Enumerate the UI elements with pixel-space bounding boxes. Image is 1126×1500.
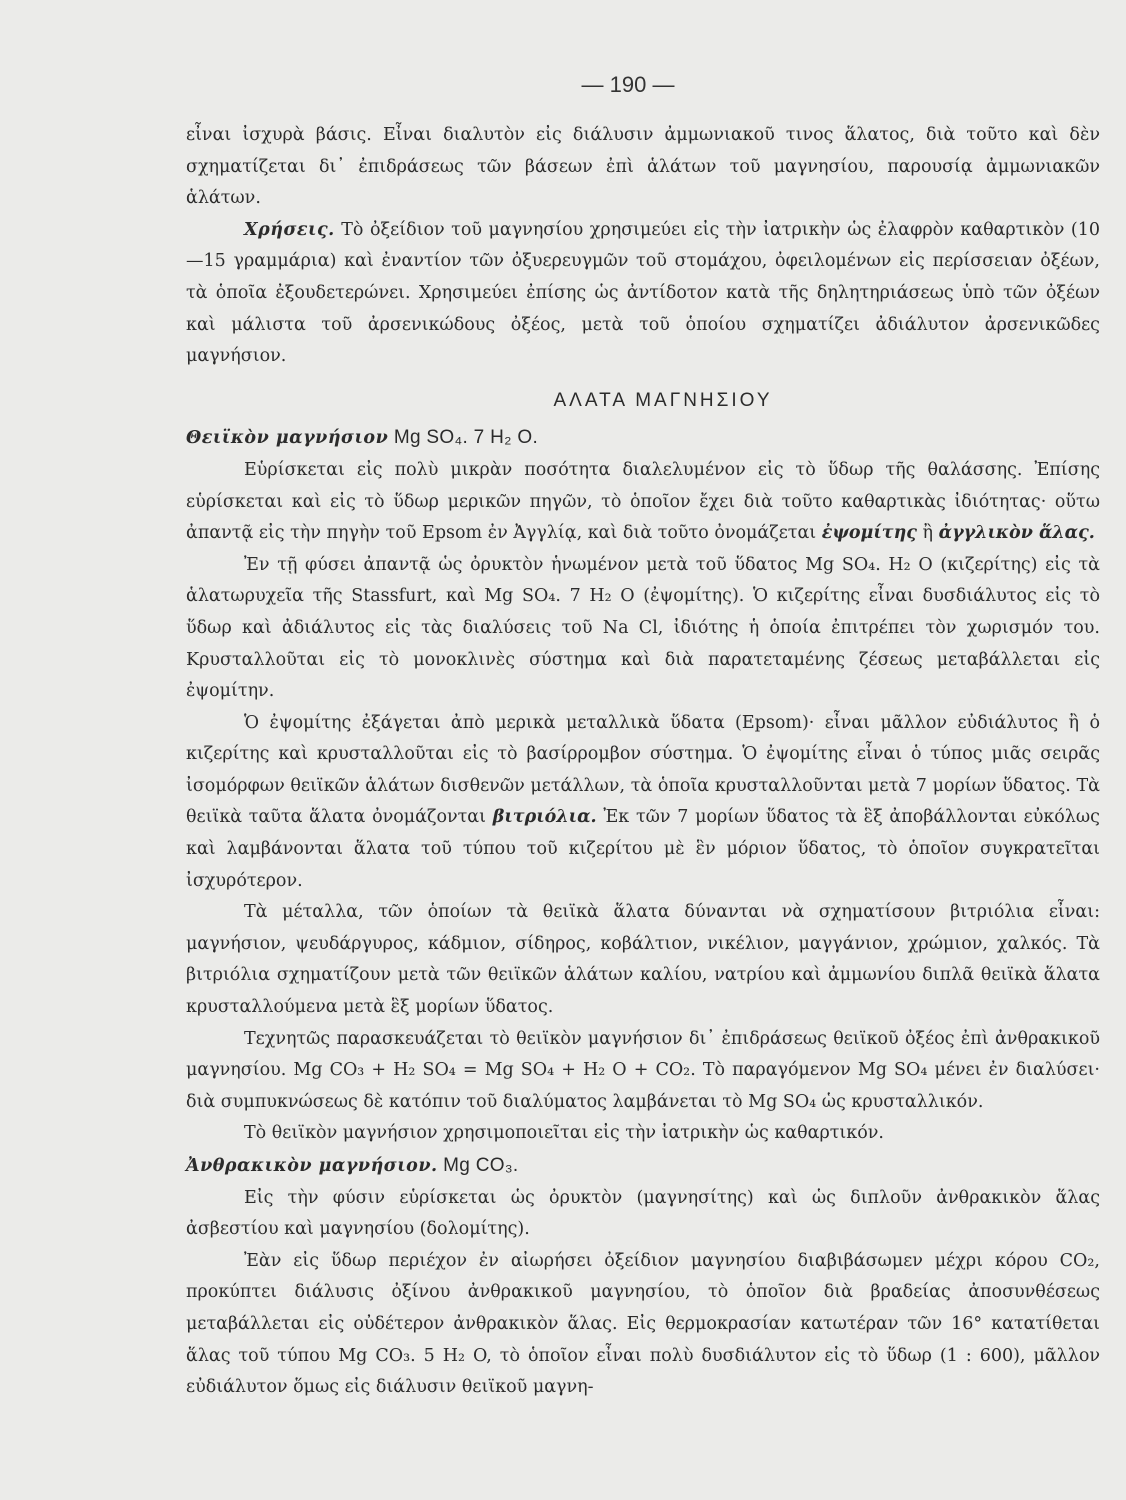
intro-paragraph: εἶναι ἰσχυρὰ βάσις. Εἶναι διαλυτὸν εἰς διάλυσιν ἀμμωνιακοῦ τινος ἅλατος, διὰ τοῦτο καὶ δὲν σχηματίζεται δι᾽ ἐπιδράσεως τῶν βάσεων ἐπὶ ἁλάτων τοῦ μαγνησίου, παρουσίᾳ ἀμμωνιακῶν ἁλάτων. bbox=[186, 125, 1100, 209]
carbonate-formula: Mg CO₃. bbox=[443, 1155, 519, 1176]
term-epsomite: ἐψομίτης bbox=[821, 523, 917, 544]
sulfate-paragraph-2: Ἐν τῇ φύσει ἀπαντᾷ ὡς ὀρυκτὸν ἡνωμένον μετὰ τοῦ ὕδατος Mg SO₄. H₂ O (κιζερίτης) εἰς τὰ ἁλατωρυχεῖα τῆς Stassfurt, καὶ Mg SO₄. 7 H₂ O (ἐψομίτης). Ὁ κιζερίτης εἶναι δυσδιάλυτος εἰς τὸ ὕδωρ καὶ ἀδιάλυτος εἰς τὰς διαλύσεις τοῦ Na Cl, ἰδιότης ἡ ὁποία ἐπιτρέπει τὸν χωρισμόν του. Κρυσταλλοῦται εἰς τὸ μονοκλινὲς σύστημα καὶ διὰ παρατεταμένης ζέσεως μεταβάλλεται εἰς ἐψομίτην. bbox=[186, 554, 1100, 702]
intro-block bbox=[186, 120, 1100, 1404]
sulfate-paragraph-5: Τεχνητῶς παρασκευάζεται τὸ θειϊκὸν μαγνήσιον δι᾽ ἐπιδράσεως θειϊκοῦ ὀξέος ἐπὶ ἀνθρακικοῦ μαγνησίου. Mg CO₃ + H₂ SO₄ = Mg SO₄ + H₂ O + CO₂. Τὸ παραγόμενον Mg SO₄ μένει ἐν διαλύσει· διὰ συμπυκνώσεως δὲ κατόπιν τοῦ διαλύματος λαμβάνεται τὸ Mg SO₄ ὡς κρυσταλλικόν. bbox=[186, 1028, 1100, 1112]
sulfate-paragraph-3 bbox=[186, 708, 1100, 898]
uses-text: Τὸ ὀξείδιον τοῦ μαγνησίου χρησιμεύει εἰς τὴν ἰατρικὴν ὡς ἐλαφρὸν καθαρτικὸν (10—15 γραμμάρια) καὶ ἐναντίον τῶν ὀξυερευγμῶν τοῦ στομάχου, ὀφειλομένων εἰς περίσσειαν ὀξέων, τὰ ὁποῖα ἐξουδετερώνει. Χρησιμεύει ἐπίσης ὡς ἀντίδοτον κατὰ τῆς δηλητηριάσεως ὑπὸ τῶν ὀξέων καὶ μάλιστα τοῦ ἀρσενικώδους ὀξέος, μετὰ τοῦ ὁποίου σχηματίζει ἀδιάλυτον ἀρσενικῶδες μαγνήσιον. bbox=[186, 219, 1100, 367]
uses-heading: Χρήσεις. bbox=[244, 219, 335, 240]
sulfate-paragraph-4: Τὰ μέταλλα, τῶν ὁποίων τὰ θειϊκὰ ἅλατα δύνανται νὰ σχηματίσουν βιτριόλια εἶναι: μαγνήσιον, ψευδάργυρος, κάδμιον, σίδηρος, κοβάλτιον, νικέλιον, μαγγάνιον, χρώμιον, χαλκός. Τὰ βιτριόλια σχηματίζουν μετὰ τῶν θειϊκῶν ἁλάτων καλίου, νατρίου καὶ ἀμμωνίου διπλᾶ θειϊκὰ ἅλατα κρυσταλλούμενα μετὰ ἓξ μορίων ὕδατος. bbox=[186, 902, 1100, 1018]
sulfate-title: Θειϊκὸν μαγνήσιον bbox=[186, 428, 389, 449]
sulfate-p1-or: ἢ bbox=[922, 523, 934, 544]
section-title: ΑΛΑΤΑ ΜΑΓΝΗΣΙΟΥ bbox=[553, 389, 773, 411]
sulfate-heading bbox=[186, 422, 1100, 455]
sulfate-p3-text-a: Ὁ ἐψομίτης ἐξάγεται ἀπὸ μερικὰ μεταλλικὰ ὕδατα (Epsom)· εἶναι μᾶλλον εὐδιάλυτος ἢ ὁ κιζερίτης καὶ κρυσταλλοῦται εἰς τὸ βασίρρομβον σύστημα. Ὁ ἐψομίτης εἶναι ὁ τύπος μιᾶς σειρᾶς ἰσομόρφων θειϊκῶν ἁλάτων δισθενῶν μετάλλων, τὰ ὁποῖα κρυσταλλοῦνται μετὰ 7 μορίων ὕδατος. Τὰ θειϊκὰ ταῦτα ἅλατα ὀνομάζονται bbox=[186, 712, 1100, 828]
sulfate-p1-text: Εὑρίσκεται εἰς πολὺ μικρὰν ποσότητα διαλελυμένον εἰς τὸ ὕδωρ τῆς θαλάσσης. Ἐπίσης εὑρίσκεται καὶ εἰς τὸ ὕδωρ μερικῶν πηγῶν, τὸ ὁποῖον ἔχει διὰ τοῦτο καθαρτικὰς ἰδιότητας· οὕτω ἀπαντᾷ εἰς τὴν πηγὴν τοῦ Epsom ἐν Ἀγγλίᾳ, καὶ διὰ τοῦτο ὀνομάζεται bbox=[186, 459, 1100, 544]
term-english-salt: ἀγγλικὸν ἅλας. bbox=[938, 523, 1095, 544]
carbonate-heading bbox=[186, 1150, 1100, 1183]
page-number: — 190 — bbox=[581, 72, 675, 97]
carbonate-paragraph-2: Ἐὰν εἰς ὕδωρ περιέχον ἐν αἰωρήσει ὀξείδιον μαγνησίου διαβιβάσωμεν μέχρι κόρου CO₂, προκύπτει διάλυσις ὀξίνου ἀνθρακικοῦ μαγνησίου, τὸ ὁποῖον διὰ βραδείας ἀποσυνθέσεως μεταβάλλεται εἰς οὐδέτερον ἀνθρακικὸν ἅλας. Εἰς θερμοκρασίαν κατωτέραν τῶν 16° κατατίθεται ἅλας τοῦ τύπου Mg CO₃. 5 H₂ O, τὸ ὁποῖον εἶναι πολὺ δυσδιάλυτον εἰς τὸ ὕδωρ (1 : 600), μᾶλλον εὐδιάλυτον ὅμως εἰς διάλυσιν θειϊκοῦ μαγνη- bbox=[186, 1250, 1100, 1398]
carbonate-title: Ἀνθρακικὸν μαγνήσιον. bbox=[186, 1156, 438, 1176]
uses-paragraph bbox=[186, 215, 1100, 373]
sulfate-p3-text-b: Ἐκ τῶν 7 μορίων ὕδατος τὰ ἓξ ἀποβάλλονται εὐκόλως καὶ λαμβάνονται ἅλατα τοῦ τύπου τοῦ κιζερίτου μὲ ἓν μόριον ὕδατος, τὸ ὁποῖον συγκρατεῖται ἰσχυρότερον. bbox=[186, 807, 1100, 891]
carbonate-paragraph-1: Εἰς τὴν φύσιν εὑρίσκεται ὡς ὀρυκτὸν (μαγνησίτης) καὶ ὡς διπλοῦν ἀνθρακικὸν ἅλας ἀσβεστίου καὶ μαγνησίου (δολομίτης). bbox=[186, 1187, 1100, 1240]
term-vitriols: βιτριόλια. bbox=[492, 807, 597, 828]
sulfate-paragraph-1 bbox=[186, 455, 1100, 550]
sulfate-formula: Mg SO₄. 7 H₂ O. bbox=[393, 427, 539, 449]
sulfate-paragraph-6: Τὸ θειϊκὸν μαγνήσιον χρησιμοποιεῖται εἰς τὴν ἰατρικὴν ὡς καθαρτικόν. bbox=[244, 1123, 884, 1144]
